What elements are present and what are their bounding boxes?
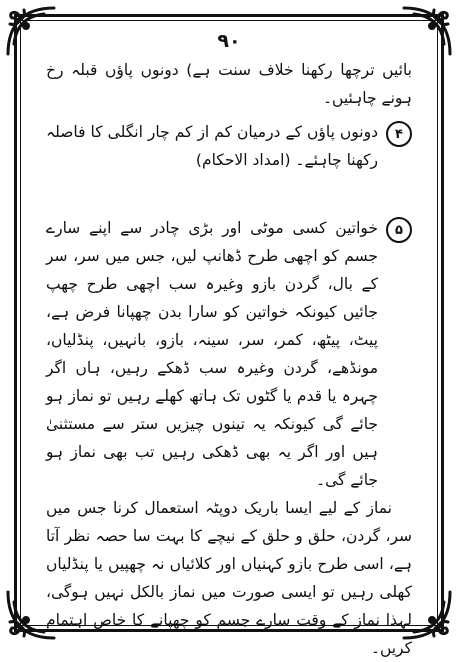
list-item (46, 118, 412, 174)
section-gap (46, 174, 412, 214)
item-text: دونوں پاؤں کے درمیان کم از کم چار انگلی کا فاصلہ رکھنا چاہئے۔ (امداد الاحکام) (46, 123, 378, 169)
item-number-badge: ۴ (386, 121, 412, 147)
page-body (46, 56, 412, 662)
item-text: خواتین کسی موٹی اور بڑی چادر سے اپنے سارے جسم کو اچھی طرح ڈھانپ لیں، جس میں سر، سر کے بال، گردن بازو وغیرہ سب اچھی طرح چھپ جائیں کیونکہ خواتین کو سارا بدن چھپانا فرض ہے، پیٹ، پیٹھ، کمر، سر، سینہ، بازو، بانہیں، پنڈلیاں، مونڈھے، گردن وغیرہ سب ڈھکے رہیں، ہاں اگر چہرہ یا قدم یا گٹوں تک ہاتھ کھلے رہیں تو نماز ہو جائے گی کیونکہ یہ تینوں چیزیں ستر سے مستثنیٰ ہیں اور اگر یہ بھی ڈھکی رہیں تب بھی نماز ہو جائے گی۔ (46, 219, 378, 489)
list-item (46, 214, 412, 494)
intro-paragraph: بائیں ترچھا رکھنا خلاف سنت ہے) دونوں پاؤں قبلہ رخ ہونے چاہئیں۔ (46, 61, 412, 107)
item-number-badge: ۵ (386, 217, 412, 243)
page-number: ۹۰ (217, 30, 241, 52)
closing-paragraph: نماز کے لیے ایسا باریک دوپٹہ استعمال کرنا جس میں سر، گردن، حلق و حلق کے نیچے کا بہت سا حصہ نظر آتا ہے، اسی طرح بازو کہنیاں اور کلائیاں نہ چھپیں یا پنڈلیاں کھلی رہیں تو ایسی صورت میں نماز بالکل نہیں ہوگی، لہذا نماز کے وقت سارے جسم کو چھپانے کا خاص اہتمام کریں۔ (46, 499, 412, 657)
